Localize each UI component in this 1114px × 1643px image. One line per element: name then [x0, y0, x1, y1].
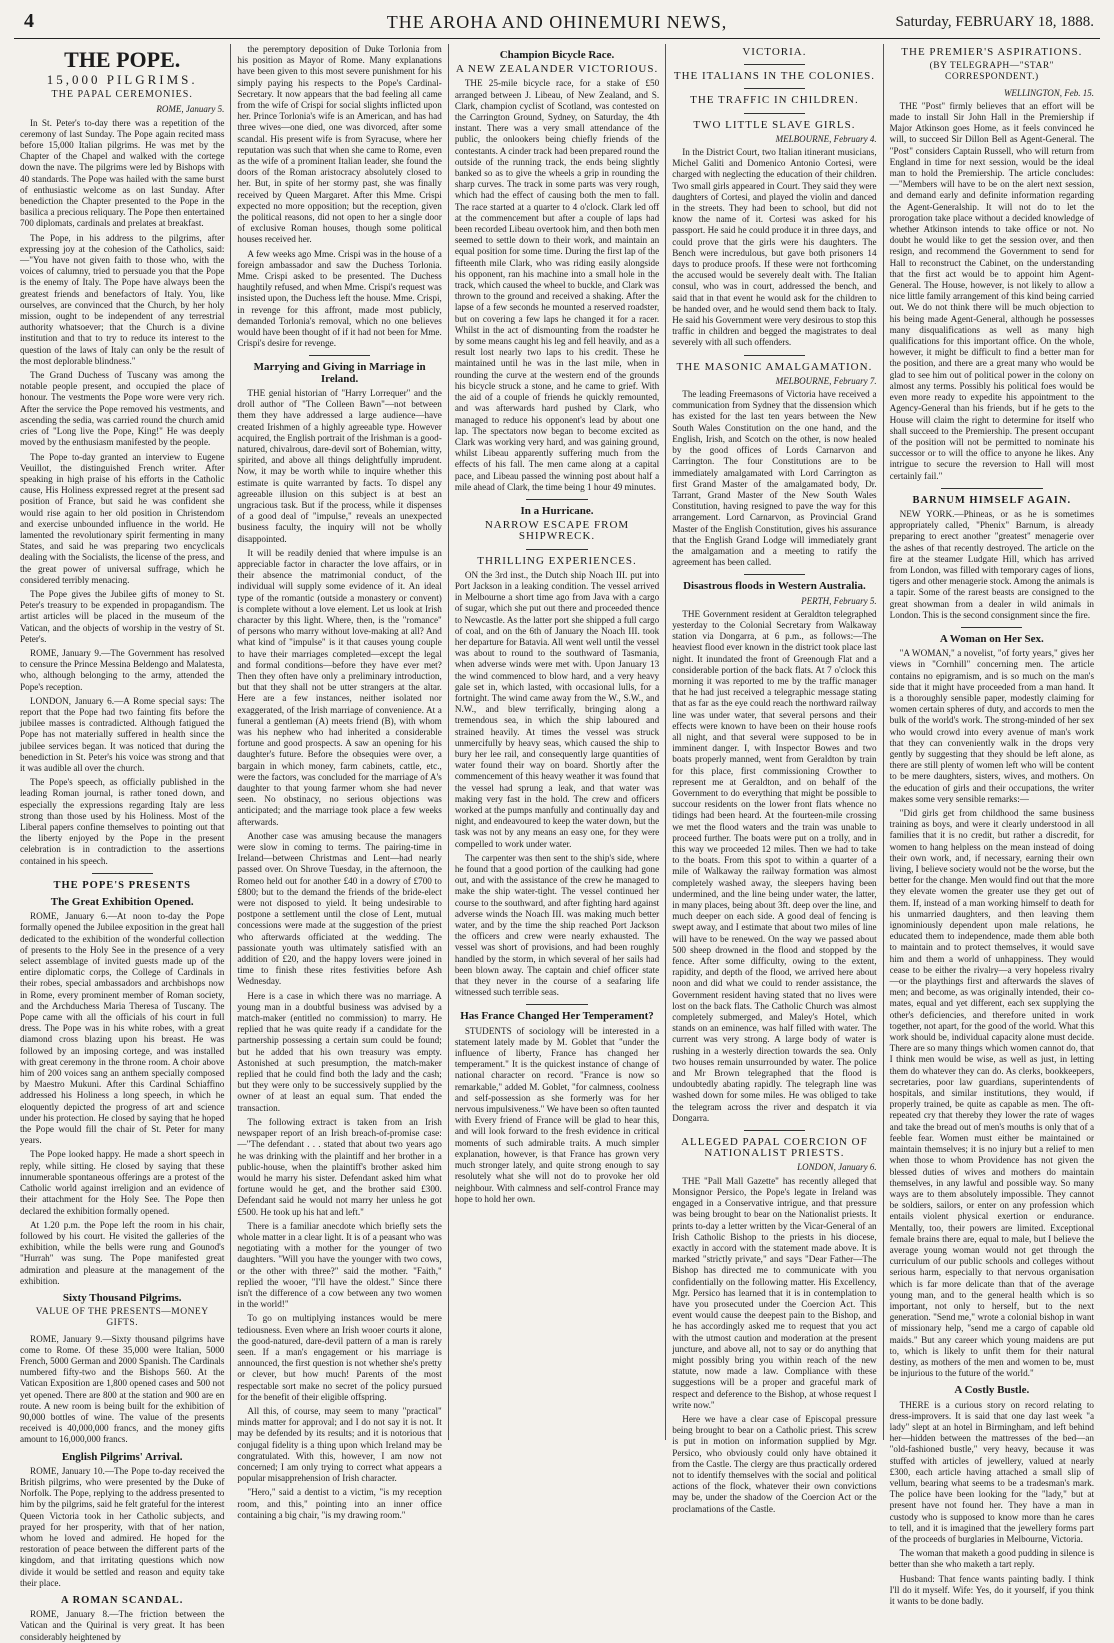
paragraph: THE "Pall Mall Gazette" has recently alleged that Monsignor Persico, the Pope's legate in Ireland was engaged in a Conservative intrigue, and that pressure was being brought to bear on the Nationalist priests. It prints to-day a letter written by the Vicar-General of an Irish Catholic Bishop to the priests in his diocese, exactly in accord with the statement made above. It is marked "strictly private," and says "Dear Father—The Bishop has directed me to communicate with you confidentially on the following matter. His Excellency, Mgr. Persico has learned that it is in contemplation to have you prosecuted under the Coercion Act. This event would cause the deepest pain to the Bishop, and he has accordingly asked me to request that you act with the utmost caution and moderation at the present juncture, and above all, not to say or do anything that might possibly bring you within reach of the new statute, now made a law. Compliance with these suggestions will be a proper and graceful mark of respect and deference to the Bishop, at whose request I write now."	[672, 1175, 877, 1410]
paragraph: "Hero," said a dentist to a victim, "is my reception room, and this," pointing into an inner office containing a big chair, "is my drawing room."	[237, 1487, 442, 1520]
paragraph: "Did girls get from childhood the same business training as boys, and were it clearly understood in all families that it is no credit, but rather a discredit, for women to hang helpless on the mean instead of doing their own work, and, if necessary, earning their own living, I believe society would not be the worse, but the better for the change. Men would find out that the more they elevate women the greater use they get out of them. If, instead of a man working himself to death for his unmarried daughters, and then leaving them ignominiously dependent upon male relations, he educated them to independence, made them able both to maintain and to protect themselves, it would save him and them a world of unhappiness. They would cease to be either the rivalry—a very hopeless rivalry—or the playthings first and afterwards the slaves of men; and become, as was originally intended, their co-mates, equal and yet different, each sex supplying the other's deficiencies, and therefore united in work together, not apart, for the good of the world. What this work should be, individual capacity alone must decide. There are so many things which women cannot do, that I think men would be wise, as well as just, in letting them do whatever they can do. As clerks, bookkeepers, secretaries, poor law guardians, superintendents of hospitals, and similar institutions, they would, if properly trained, be quite as capable as men. The oft-repeated cry that thereby they lower the rate of wages and take the bread out of men's mouths is only that of a feeble fear. Women must either be maintained or maintain themselves; it is no injury but a relief to men when those to whom Providence has not given the blessed duties of wives and mothers do maintain themselves, in any lawful and possible way. So many ways are to them absolutely impossible. They cannot be soldiers, sailors, or enter on any profession which entails violent physical exertion or endurance. Mentally, too, their powers are limited. Exceptional female brains there are, equal to male, but I believe the average young woman would not get through the curriculum of our public schools and colleges without serious harm, especially to that nervous organisation which is far more delicate than that of the average young man, and to the general health which is so important, not only to herself, but to the next generation. "Send me," wrote a colonial bishop in want of missionary help, "send me a cargo of capable old maids." But any career which young maidens are put to, which is likely to unfit them for their natural destiny, as mothers of the men and women to be, must be injurious to the future of the world."	[889, 808, 1095, 1379]
divider	[744, 355, 805, 356]
kicker-papal-ceremonies: THE PAPAL CEREMONIES.	[51, 89, 193, 101]
paragraph: The woman that maketh a good pudding in silence is better than she who maketh a tart reply.	[889, 1548, 1095, 1570]
divider	[309, 355, 370, 356]
paragraph: THE 25-mile bicycle race, for a stake of £50 arranged between J. Libeau, of New Zealand, and S. Clark, champion cyclist of Scotland, was contested on the Carrington Ground, Sydney, on Saturday, the 4th instant. There was a very small attendance of the public, the onlookers being chiefly friends of the contestants. A cinder track had been prepared round the outside of the running track, the ends being slightly banked so as to give the wheels a grip in rounding the sharp curves. The track in some parts was very rough, which had the effect of causing both the men to fall. The race started at a quarter to 4 o'clock. Clark led off at the commencement but after a couple of laps had been recorded Libeau overtook him, and then both men seemed to settle down to their work, and maintain an equal position for some time. During the first lap of the fifteenth mile Clark, who was riding easily alongside his opponent, ran his machine into a small hole in the track, which caused the wheel to buckle, and Clark was thrown to the ground and received a shaking. After the lapse of a few seconds he mounted a reserved roadster, but on covering a few laps he changed it for a racer. Whilst in the act of dismounting from the roadster he by some means caught his leg and fell heavily, and as a result lost nearly two laps to his credit. These he maintained until he was in the last mile, when in rounding the curve at the western end of the grounds his bicycle struck a stone, and he came to grief. With the aid of a couple of friends he quickly remounted, and was afterwards hard pushed by Clark, who managed to reduce his opponent's lead by about one lap. The spectators now began to become excited as Clark was working very hard, and was gaining ground, whilst Libeau apparently suffering much from the effects of his fall. The men came along at a capital pace, and Libeau passed the winning post about half a mile ahead of Clark, the time being 1 hour 49 minutes.	[454, 78, 660, 492]
subhead-pilgrims: 15,000 PILGRIMS.	[46, 72, 198, 87]
paragraph: The leading Freemasons of Victoria have received a communication from Sydney that the dissension which has existed for the last ten years between the New South Wales Constitution on the one hand, and the English, Irish, and Scotch on the other, is now healed by the good offices of Lords Carnarvon and Carrington. The four Constitutions are to be immediately amalgamated with Lord Carrington as first Grand Master of the amalgamated body, Dr. Tarrant, Grand Master of the New South Wales Constitution, having resigned to pave the way for this arrangement. Lord Carnarvon, as Provincial Grand Master of the English Constitution, gives his assurance that the English Grand Lodge will immediately grant the amalgamation and a meeting to ratify the agreement has been called.	[672, 389, 877, 568]
paragraph: THE "Post" firmly believes that an effort will be made to install Sir John Hall in the Premiership if Major Atkinson goes Home, as it feels convinced he will, to succeed Sir Dillon Bell as Agent-General. The "Post" considers Captain Russell, who will return from England in time for next session, would be the ideal man to hold the Premiership. The article concludes:—"Members will have to be on the alert next session, and demand early and definite information regarding the Agent-Generalship. It will not do to let the prorogation take place without a decided knowledge of whether Atkinson intends to take office or not. No doubt he would like to get the session over, and then resign, and recommend the Government to send for Hall to reconstruct the Cabinet, on the understanding that the first act would be to appoint him Agent-General. The House, however, is not likely to allow a nice little family arrangement of this kind being carried out. We do not think there will be much objection to his being made Agent-General, although he possesses many disqualifications as well as many high qualifications for this important office. On the whole, however, it might be difficult to find a better man for the position, and there are a great many who would be glad to see him out of political power in the colony on almost any terms. Possibly his political foes would be even more ready to expedite his appointment to the Agency-General than his friends, but if he gets to the House will claim the right to determine for itself who shall succeed to the Premiership. The present occupant of the position will not be permitted to nominate his successor or to will the office to anyone he likes. Any intrigue to secure the reversion to Hall will most certainly fail."	[889, 100, 1095, 481]
headline-roman-scandal: A ROMAN SCANDAL.	[60, 1595, 184, 1606]
paragraph: ROME, January 8.—The friction between the Vatican and the Quirinal is very great. It has been considerably heightened by	[20, 1609, 225, 1642]
paragraph: THE Government resident at Geraldton telegraphed yesterday to the Colonial Secretary from Walkaway station via Dongarra, at 6 p.m., as follows:—The heaviest flood ever known in the district took place last night. It inundated the front of Greenough Flat and a considerable portion of the back flats. At 7 o'clock this morning it was reported to me by the traffic manager that he had just received a telegraphic message stating that as far as the eye could reach the northward railway line was under water, that several persons and their effects were known to have been on their house roofs all night, and that several were supposed to be in imminent danger. I, with Inspector Bowes and two boats properly manned, went from Geraldton by train for this place, first commissioning Crowther to represent me at Geraldton, and on behalf of the Government to do everything that might be possible to succour residents on the lower front flats whence no tidings had been heard. At the fourteen-mile crossing we met the flood waters and the train was unable to proceed further. The boats were put on a trolly, and in this way we proceeded 12 miles. Then we had to take to the boats. From this spot to within a quarter of a mile of Walkaway the railway formation was almost completely washed away, the sleepers having been undermined, and the line being under water, the latter, in many places, being about 3ft. deep over the line, and much deeper on each side. A good deal of fencing is swept away, and I estimate that about two miles of line will have to be renewed. On the way we passed about 500 sheep drowned in the flood and stopped by the fence. After some difficulty, owing to the extent, rapidity, and depth of the flood, we arrived here about noon and did what we could to render assistance, the Government resident having stated that no lives were lost on the back flats. The Catholic Church was almost completely submerged, and Maley's Hotel, which stands on an eminence, was half filled with water. The current was very strong. A large body of water is rushing in a westerly direction towards the sea. Only two houses remain unsurrounded by water. The police and Mr Brown telegraphed that the flood is undoubtedly abating rapidly. The telegraph line was washed down for some miles. He was obliged to take the telegram across the river and despatch it via Dongarra.	[672, 608, 877, 1123]
paragraph: The Grand Duchess of Tuscany was among the notable people present, and occupied the place of honour. The vestments the Pope wore were very rich. After the service the Pope removed his vestments, and ascending the sedia, was carried round the church amid cries of "Long live the Pope, King!" He was deeply moved by the enthusiasm manifested by the people.	[20, 370, 225, 448]
paragraph: THE genial historian of "Harry Lorrequer" and the droll author of "The Colleen Bawn"—not between them they have addressed a large audience—have created Irishmen of a highly agreeable type. However acquired, the English portrait of the Irishman is a good-natured, chivalrous, dare-devil sort of Bohemian, witty, spirited, and above all things delightfully imprudent. Now, it may be worth while to inquire whether this estimate is quite warranted by facts. To dispel any agreeable illusion on this subject is at best an ungracious task. But if the process, while it dispenses of a good deal of "impulse," reveals an unexpected business faculty, the inquiry will not be wholly disappointed.	[237, 387, 442, 544]
headline-marrying-ireland: Marrying and Giving in Marriage in Ireland.	[253, 361, 426, 385]
column-1	[14, 44, 231, 1642]
paragraph: Here is a case in which there was no marriage. A young man in a doubtful business was advised by a match-maker (entitled no commission) to marry. He replied that he was quite ready if a candidate for the partnership possessing a certain sum could be found; but he added that his own treasury was empty. Astonished at such presumption, the match-maker replied that he could find both the lady and the cash; but they were only to be successively supplied by the owner of at least an equal sum. That ended the transaction.	[237, 990, 442, 1113]
paragraph: ROME, January 10.—The Pope to-day received the British pilgrims, who were presented by the Duke of Norfolk. The Pope, replying to the address presented to him by the pilgrims, said he felt grateful for the interest Queen Victoria took in her Catholic subjects, and prayed for her prosperity, with that of her nation, whom he loved and admired. He hoped for the restoration of peace between the different parts of the kingdom, and that irritating questions which now divide it would be settled and reason and equity take their place.	[20, 1465, 225, 1588]
paragraph: Here we have a clear case of Episcopal pressure being brought to bear on a Catholic priest. This screw is put in motion on information supplied by Mgr. Persico, who obviously could only have obtained it from the Castle. The clergy are thus practically ordered not to identify themselves with the social and political actions of the flock, whatever their own convictions may be, under the shadow of the Coercion Act or the proclamations of the Castle.	[672, 1413, 877, 1514]
headline-bicycle-race: Champion Bicycle Race.	[499, 49, 615, 61]
masthead	[14, 6, 1100, 39]
divider	[744, 88, 805, 89]
subhead-slave-girls: TWO LITTLE SLAVE GIRLS.	[693, 118, 856, 131]
subhead-new-zealander: A NEW ZEALANDER VICTORIOUS.	[455, 63, 659, 76]
paragraph: Husband: That fence wants painting badly. I think I'll do it myself. Wife: Yes, do it yourself, if you think it wants to be done badly.	[889, 1573, 1095, 1607]
column-4	[666, 44, 883, 1514]
divider	[526, 1004, 587, 1005]
divider	[744, 1130, 805, 1131]
dateline: LONDON, January 6.	[797, 1162, 877, 1173]
column-2	[231, 44, 448, 1520]
subhead-thrilling: THRILLING EXPERIENCES.	[477, 554, 637, 567]
paragraph: A few weeks ago Mme. Crispi was in the house of a foreign ambassador and saw the Duchess Torlonia. Mme. Crispi asked to be presented. The Duchess haughtily refused, and when Mme. Crispi's request was insisted upon, the Duchess left the house. Mme. Crispi, in revenge for this affront, made most publicly, demanded Torlonia's removal, which no one believes would have been thought of if it had not been for Mme. Crispi's desire for revenge.	[237, 248, 442, 349]
subhead-traffic-children: THE TRAFFIC IN CHILDREN.	[690, 94, 859, 107]
column-5	[884, 44, 1100, 1607]
divider	[744, 574, 805, 575]
paragraph: To go on multiplying instances would be mere tediousness. Even where an Irish wooer courts it alone, the good-natured, dare-devil pattern of a man is rarely seen. If a man's engagement or his marriage is announced, the first question is not whether she's pretty or clever, but how much! Parents of the most respectable sort make no secret of the policy pursued for the benefit of their eligible offspring.	[237, 1313, 442, 1402]
subhead-english-pilgrims: English Pilgrims' Arrival.	[61, 1450, 183, 1463]
headline-popes-presents: THE POPE'S PRESENTS	[53, 879, 191, 891]
paragraph: All this, of course, may seem to many "practical" minds matter for approval; and I do not say it is not. It may be defended by its results; and it is notorious that conjugal fidelity is a thing upon which Ireland may be congratulated. With this, however, I am now not concerned; I am only trying to correct what appears a popular misapprehension of Irish character.	[237, 1405, 442, 1484]
paragraph: THERE is a curious story on record relating to dress-improvers. It is said that one day last week "a lady" slept at an hotel in Birmingham, and left behind her—hidden between the mattresses of the bed—an "old-fashioned bustle," very heavy, because it was stuffed with articles of jewellery, valued at nearly £300, each article having attached a small slip of vellum, bearing what seems to be a tradesman's mark. The police have been looking for the "lady," but at present have not found her. They have a man in custody who is supposed to know more than he cares to tell, and it is imagined that the jewellery forms part of the proceeds of burglaries in Melbourne, Victoria.	[889, 1399, 1095, 1544]
paragraph: The following extract is taken from an Irish newspaper report of an Irish breach-of-promise case:—"The defendant . . . stated that about two years ago he was drinking with the plaintiff and her brother in a public-house, when the plaintiff's brother asked him would he marry his sister. Defendant asked him what fortune would he get, and the brother said £300. Defendant said he would not marry her unless he got £500. He took up his hat and left."	[237, 1116, 442, 1217]
paragraph: ROME, January 6.—At noon to-day the Pope formally opened the Jubilee exposition in the great hall dedicated to the exhibition of the wonderful collection of presents to the Holy See in the presence of a very select assemblage of invited guests made up of the entire diplomatic corps, the College of Cardinals in their robes, special ambassadors and archbishops now in Rome, every prominent member of Roman society, and the Archduchess Maria Theresa of Tuscany. The Pope came with all the officials of his court in full dress. The Pope was in his white robes, with a great diamond cross blazing upon his breast. He was followed by an imposing cortege, and was installed with great ceremony in the throne room. A choir above him of 200 voices sang an anthem specially composed by Maestro Mukuni. After this Cardinal Schiaffino addressed his Holiness a long speech, in which he eloquently depicted the progress of art and science under his protection. He closed by saying that he hoped the Pope would fill the chair of St. Peter for many years.	[20, 911, 225, 1146]
paragraph: At 1.20 p.m. the Pope left the room in his chair, followed by his court. He visited the galleries of the exhibition, while the bells were rung and Gounod's "Hurrah" was sung. The Pope manifested great admiration and pleasure at the management of the exhibition.	[20, 1219, 225, 1286]
divider	[961, 627, 1022, 628]
subhead-narrow-escape: NARROW ESCAPE FROM SHIPWRECK.	[484, 519, 630, 543]
paragraph: The Pope to-day granted an interview to Eugene Veuillot, the distinguished French writer. After speaking in high praise of his efforts in the Catholic cause, His Holiness expressed regret at the present sad position of France, but said he was confident she would rise again to her old position in Christendom and exercise unbounded influence in the world. He lamented the revolutionary spirit fermenting in many States, and said he was preparing two encyclicals dealing with the Socialists, the license of the press, and the great power of universal suffrage, which he considered terribly menacing.	[20, 451, 225, 585]
paragraph: ON the 3rd inst., the Dutch ship Noach III. put into Port Jackson in a leaking condition. The vessel arrived in Melbourne a short time ago from Java with a cargo of sugar, which she put out there and proceeded thence to Newcastle. As the latter port she shipped a full cargo of coal, and on the 6th of January the Noach III. took her departure for Batavia. All went well until the vessel was about to round to the southward of Tasmania, when adverse winds were met with. Upon January 13 the wind commenced to blow hard, and a very heavy gale set in, which lasted, with occasional lulls, for a fortnight. The wind came away from the W., S.W., and N.W., and blew terrifically, bringing along a tremendous sea, in which the ship laboured and strained heavily. At times the vessel was struck unmercifully by heavy seas, which caused the ship to bury her lee rail, and consequently large quantities of water found their way on board. Shortly after the commencement of this heavy weather it was found that the vessel had sprung a leak, and that water was making very fast in the hold. The crew and officers worked at the pumps manfully and continually day and night, and endeavoured to keep the water down, but the task was not by any means an easy one, for they were compelled to work under water.	[454, 569, 660, 849]
subhead-sixty-thousand: Sixty Thousand Pilgrims.	[62, 1291, 182, 1304]
divider	[526, 499, 587, 500]
issue-date: Saturday, FEBRUARY 18, 1888.	[895, 14, 1094, 30]
subhead-exhibition-opened: The Great Exhibition Opened.	[50, 896, 194, 909]
newspaper-columns	[14, 44, 1100, 1642]
headline-costly-bustle: A Costly Bustle.	[954, 1384, 1030, 1397]
headline-the-pope: THE POPE.	[64, 47, 181, 72]
headline-floods: Disastrous floods in Western Australia.	[683, 580, 866, 593]
dateline: ROME, January 5.	[156, 104, 225, 115]
paragraph: LONDON, January 6.—A Rome special says: The report that the Pope had two fainting fits before the jubilee masses is contradicted. Although fatigued the Pope has not materially suffered in health since the jubilee services began. It was noticed that during the benediction in St. Peter's his voice was strong and that it was audible all over the church.	[20, 695, 225, 773]
paragraph: The Pope looked happy. He made a short speech in reply, while sitting. He closed by saying that these innumerable spontaneous offerings are a protest of the Catholic world against irreligion and an evidence of their attachment for the Holy See. The Pope then declared the exhibition formally opened.	[20, 1149, 225, 1216]
paragraph: The Pope, in his address to the pilgrims, after expressing joy at the cohesion of the Catholics, said:—"You have not given faith to those who, with the voices of calumny, tried to persuade you that the Pope is the enemy of Italy. The Pope have always been the greatest friends and benefactors of Italy. You, like ourselves, are convinced that the Church, by her holy mission, ought to be independent of any terrestrial authority whatsoever; that the Church is a divine institution and that to try to reduce its interest to the question of the laws of Italy can only be the result of the most deplorable blindness."	[20, 232, 225, 366]
headline-france-temperament: Has France Changed Her Temperament?	[460, 1010, 654, 1023]
paragraph: In the District Court, two Italian itinerant musicians, Michel Galiti and Domenico Antonio Cortesi, were charged with neglecting the education of their children. Two small girls appeared in Court. They said they were daughters of Cortesi, and played the violin and danced in the streets. They had been to school, but did not know the name of it. Cortesi was asked for his passport. He said he could produce it in three days, and could prove that the girls were his daughters. The Bench were incredulous, but gave both prisoners 14 days to produce proofs. If these were not forthcoming the accused would be severely dealt with. The Italian consul, who was in court, addressed the bench, and said that in that event he would ask for the children to be handed over, and he would send them back to Italy. He said his Government were very desirous to stop this traffic in children and begged the magistrates to deal severely with all such offenders.	[672, 147, 877, 348]
paper-title: THE AROHA AND OHINEMURI NEWS,	[386, 12, 728, 32]
subhead-telegraph: (BY TELEGRAPH—"STAR" CORRESPONDENT.)	[929, 61, 1055, 83]
paragraph: the peremptory deposition of Duke Torlonia from his position as Mayor of Rome. Many explanations have been given to this most severe punishment for his simply paying his respects to the Pope's Cardinal-Secretary. It now appears that the bad feeling all came from the wife of Crispi for social slights inflicted upon her. Prince Torlonia's wife is an American, and has had three wives—one died, one was divorced, after some scandal. His present wife is from Syracuse, where her reputation was such that when she came to Rome, even as the wife of a prominent Italian leader, she found the doors of the Roman aristocracy absolutely closed to her. But, in spite of her stormy past, she was finally received by Queen Margaret. After this Mme. Crispi expected no more opposition; but the reception, given the political reasons, did not open to her a single door of exclusive Roman houses, though some political houses received her.	[237, 44, 442, 245]
column-3	[449, 44, 666, 1440]
dateline: MELBOURNE, February 4.	[775, 133, 877, 144]
page-number: 4	[24, 10, 34, 32]
paragraph: Another case was amusing because the managers were slow in coming to terms. The pairing-time in Ireland—between Christmas and Lent—had nearly passed over. On Shrove Tuesday, in the afternoon, the Romeo held out for another £40 in a dowry of £700 to £800; but to the demand the friends of the bride-elect were not disposed to yield. It being undesirable to postpone a settlement until the close of Lent, mutual concessions were made at the suggestion of the priest who afterwards officiated at the wedding. The passionate youth was ultimately satisfied with an addition of £20, and the happy lovers were joined in time to finish these rites festivities before Ash Wednesday.	[237, 830, 442, 987]
paragraph: The Pope gives the Jubilee gifts of money to St. Peter's treasury to be expended in propagandism. The artist articles will be placed in the museum of the Vatican, and the objects of worship in the vestry of St. Peter's.	[20, 588, 225, 644]
paragraph: NEW YORK.—Phineas, or as he is sometimes appropriately called, "Phenix" Barnum, is already preparing to erect another "greatest" menagerie over the ashes of that recently destroyed. The article on the fire at the steamer Ludgate Hill, which has arrived from London, was filled with temporary cages of lions, tigers and other menagerie stock. Among the animals is a tapir. Some of the rarest beasts are consigned to the great showman from a dealer in wild animals in London. This is the second consignment since the fire.	[889, 508, 1095, 620]
headline-woman-sex: A Woman on Her Sex.	[939, 632, 1044, 645]
headline-premier: THE PREMIER'S ASPIRATIONS.	[901, 46, 1083, 58]
divider	[744, 113, 805, 114]
divider	[941, 488, 1043, 489]
paragraph: The carpenter was then sent to the ship's side, where he found that a good portion of the caulking had gone out, and with the assistance of the crew he managed to make the ship water-tight. The vessel continued her course to the southward, and after fighting hard against adverse winds the Noach III. was making much better water, and by the time the ship reached Port Jackson the officers and crew were nearly exhausted. The vessel was short of provisions, and had been roughly handled by the storm, in which several of her sails had been blown away. The captain and chief officer state that they never in the course of a seafaring life witnessed such terrible seas.	[454, 852, 660, 998]
paragraph: STUDENTS of sociology will be interested in a statement lately made by M. Goblet that "under the influence of liberty, France has changed her temperament." It is the quickest instance of change of national character on record. "France is now so remarkable," added M. Goblet, "for calmness, coolness and self-possession as she formerly was for her nervous impulsiveness." We have been so often taunted with Every friend of France will be glad to hear this, and will look forward to the fresh evidence in critical moments of such admirable traits. A much simpler explanation, however, is that France has grown very much stronger lately, and quite strong enough to say resolutely what she will not do to provoke her old neighbour. With calmness and self-control France may hope to hold her own.	[454, 1025, 660, 1204]
headline-victoria: VICTORIA.	[742, 46, 807, 58]
paragraph: ROME, January 9.—Sixty thousand pilgrims have come to Rome. Of these 35,000 were Italian, 5000 French, 5000 German and 2000 Spanish. The Cardinals numbered fifty-two and the Bishops 560. At the Vatican Exposition are 1,800 opened cases and 500 not yet opened. There are 800 at the station and 900 are en route. A new room is being built for the exhibition of 90,000 bottles of wine. The value of the presents received is 40,000,000 francs, and the money gifts amount to 16,000,000 francs.	[20, 1333, 225, 1445]
divider	[92, 873, 153, 874]
paragraph: It will be readily denied that where impulse is an appreciable factor in character the love affairs, or in their absence the matrimonial conduct, of the individual will supply some evidence of it. An ideal type of the romantic (outside a monastery or convent) is complete without a love element. Let us look at Irish character by this light. Where, then, is the "romance" of persons who marry without love-making at all? And what kind of "impulse" is it that causes young couple to have their marriages completed—except the legal and formal conditions—before they have ever met? Then they often have only a preliminary introduction, but that they shall not be utter strangers at the altar. Here are a few instances, neither isolated nor exaggerated, of the Irish marriage of convenience. At a funeral a gentleman (A) meets friend (B), with whom was his nephew who had inherited a considerable fortune and good prospects. A saw an opening for his daughter's future. Before the obsequies were over, a bargain in which money, farm cabinets, cattle, etc., were the factors, was concluded for the marriage of A's daughter to that young farmer whom she had never seen. No obstinacy, no serious objections was anticipated; and the marriage took place a few weeks afterwards.	[237, 547, 442, 827]
headline-papal-coercion: ALLEGED PAPAL COERCION OF NATIONALIST PRIESTS.	[681, 1136, 868, 1160]
paragraph: "A WOMAN," a novelist, "of forty years," gives her views in "Cornhill" concerning men. The article contains no epigramism, and is so much on the man's side that it might have proceeded from a man hand. It is a thoroughly sensible paper, modestly claiming for women certain spheres of duty, and accords to men the bulk of the world's work. The strong-minded of her sex who would crowd into every avenue of man's work that they can conveniently walk in the drops very gently by suggesting that they should be left alone, as there are still plenty of women left who will be content to be mere daughters, sisters, wives, and mothers. On the education of girls and their occupations, the writer makes some very sensible remarks:—	[889, 648, 1095, 804]
divider	[744, 64, 805, 65]
subhead-value-presents: VALUE OF THE PRESENTS—MONEY GIFTS.	[35, 1307, 209, 1329]
headline-barnum: BARNUM HIMSELF AGAIN.	[912, 494, 1072, 506]
paragraph: The Pope's speech, as officially published in the leading Roman journal, is rather toned down, and especially the expressions regarding Italy are less strong than those used by his Holiness. Most of the Liberal papers confine themselves to pointing out that the liberty enjoyed by the Pope in the present celebration is in contradiction to the assertions contained in his speech.	[20, 777, 225, 866]
headline-masonic: THE MASONIC AMALGAMATION.	[676, 360, 873, 373]
headline-hurricane: In a Hurricane.	[520, 504, 594, 517]
paragraph: ROME, January 9.—The Government has resolved to censure the Prince Messina Beldengo and Malatesta, who, although belonging to the army, attended the Pope's reception.	[20, 647, 225, 692]
paragraph: In St. Peter's to-day there was a repetition of the ceremony of last Sunday. The Pope again recited mass before 15,000 Italian pilgrims. He was met by the Chapter of the Chapel and walked with the cortege down the nave. The pilgrims were led by Bishops with 40 standards. The Pope was hailed with the same burst of enthusiastic welcome as on last Sunday. After benediction the Chapter presented to the Pope in the basilica a precious reliquary. The Pope then entertained 700 diplomats, cardinals and prelates at breakfast.	[20, 117, 225, 229]
paragraph: There is a familiar anecdote which briefly sets the whole matter in a clear light. It is of a peasant who was negotiating with a mother for the younger of two daughters. "Will you have the younger with two cows, or the other with three?" said the mother. "Faith," replied the wooer, "I'll have the oldest." Since there isn't the difference of a cow between any two women in the world!"	[237, 1220, 442, 1310]
subhead-italians: THE ITALIANS IN THE COLONIES.	[673, 70, 875, 83]
dateline: MELBOURNE, February 7.	[775, 375, 877, 386]
divider	[526, 549, 587, 550]
dateline: WELLINGTON, Feb. 15.	[1003, 87, 1095, 98]
dateline: PERTH, February 5.	[801, 595, 877, 606]
